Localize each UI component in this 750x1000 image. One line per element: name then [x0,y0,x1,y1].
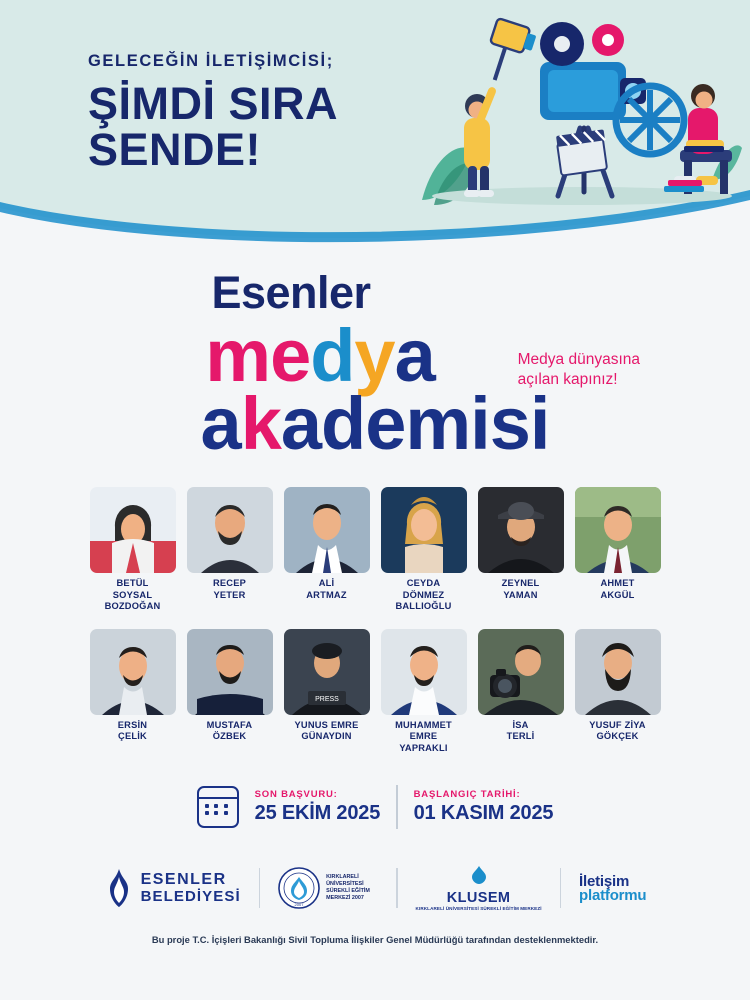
title-medya-letter-d: d [310,314,355,397]
esenler-logo-line-2: BELEDİYESİ [140,887,241,905]
calendar-icon-dots [205,804,231,815]
portrait-zeynel [478,487,564,573]
portrait-yusuf-ziya [575,629,661,715]
title-esenler: Esenler [211,267,371,318]
speaker-photo [478,487,564,573]
logo-strip [0,865,750,912]
speaker-photo [575,629,661,715]
portrait-ceyda [381,487,467,573]
portrait-recep [187,487,273,573]
speaker-name [381,578,467,613]
speaker-name-line: TERLİ [506,731,535,742]
speaker-grid-row-2 [0,629,750,755]
university-logo-text: KIRKLARELİ ÜNİVERSİTESİ SÜREKLİ EĞİTİM MERKEZİ 2007 [326,873,370,902]
speaker-name-line: ARTMAZ [306,589,347,600]
logo-divider [259,868,260,908]
speaker-photo [90,487,176,573]
speaker-card [284,487,370,613]
speaker-grid-row-1 [0,487,750,613]
title-medya-letter-a: a [394,314,435,397]
portrait-muhammet-emre [381,629,467,715]
klusem-subtitle: KIRKLARELİ ÜNİVERSİTESİ SÜREKLİ EĞİTİM MERKEZİ [415,905,542,911]
dates-section [165,785,585,829]
headline-kicker: GELECEĞİN İLETİŞİMCİSİ; [88,52,334,70]
speaker-card [478,629,564,755]
logo-esenler-belediyesi [104,867,241,909]
speaker-card [478,487,564,613]
speaker-name-line: DÖNMEZ [402,589,445,600]
speaker-card [187,487,273,613]
speaker-name [478,578,564,601]
speaker-name-line: ÇELİK [118,731,147,742]
deadline-value: 25 EKİM 2025 [254,801,381,824]
speaker-card [575,487,661,613]
logo-iletisim-platformu [579,873,646,904]
dates-divider [396,785,398,829]
speaker-name-line: YAPRAKLI [399,743,448,754]
speaker-photo [187,629,273,715]
speaker-name-line: AKGÜL [600,589,635,600]
speaker-name-line: CEYDA [406,578,441,588]
speaker-photo [284,629,370,715]
portrait-yunus-emre [284,629,370,715]
deadline-label: SON BAŞVURU: [254,788,338,800]
speaker-card [90,487,176,613]
speaker-photo [284,487,370,573]
portrait-isa [478,629,564,715]
title-akademisi [0,382,750,465]
klusem-name: KLUSEM [446,889,511,906]
svg-text:2007: 2007 [294,902,304,908]
headline-line-1: ŞİMDİ SIRA [88,78,339,129]
speaker-name [575,578,661,601]
speaker-name-line: GÖKÇEK [596,731,639,742]
headline-block [88,52,338,174]
speaker-name-line: ÖZBEK [212,731,247,742]
university-seal-icon [278,867,320,909]
speaker-name-line: YAMAN [503,589,538,600]
speaker-card [575,629,661,755]
start-date-label: BAŞLANGIÇ TARİHİ: [413,788,521,800]
speaker-name-line: MUHAMMET [395,719,452,730]
tagline-line-1: Medya dünyasına [517,351,640,368]
esenler-logo-line-1: ESENLER [140,870,227,888]
title-akademisi-k: k [240,382,281,465]
platform-line-2: platformu [579,886,647,904]
speaker-name [284,578,370,601]
headline-line-2: SENDE! [88,124,262,176]
footnote-text: Bu proje T.C. İçişleri Bakanlığı Sivil Topluma İlişkiler Genel Müdürlüğü tarafından desteklenmektedir. [151,933,599,945]
speaker-photo [187,487,273,573]
speaker-name-line: RECEP [212,578,247,588]
logo-divider [396,868,397,908]
esenler-tulip-icon [104,867,134,909]
portrait-ahmet [575,487,661,573]
speaker-photo [381,487,467,573]
title-medya-letter-e: e [270,314,311,397]
title-medya-letter-m: m [205,314,271,397]
speaker-name [478,720,564,743]
start-date-block [414,789,554,825]
title-medya-letter-y: y [354,314,395,397]
speaker-name [187,720,273,743]
logo-kirklareli-university [278,867,378,909]
speaker-name-line: YUSUF ZİYA [589,719,646,730]
klusem-tulip-icon [464,865,494,885]
portrait-ersin [90,629,176,715]
speaker-card [381,487,467,613]
platform-line-1: İletişim [579,872,630,890]
title-akademisi-rest: ademisi [280,382,550,465]
speaker-name-line: SOYSAL [112,589,153,600]
speaker-photo [478,629,564,715]
speaker-card [284,629,370,755]
media-production-illustration [412,0,742,215]
speaker-name-line: BALLIOĞLU [395,601,452,612]
title-akademisi-a: a [200,382,241,465]
tagline-line-2: açılan kapınız! [517,371,618,389]
speaker-card [381,629,467,755]
speaker-name-line: ALİ [318,578,335,588]
speaker-name [284,720,370,743]
tagline [518,350,640,390]
speaker-name [575,720,661,743]
esenler-logo-text [141,872,241,905]
speaker-name-line: İSA [512,719,529,730]
speaker-name-line: BETÜL [116,578,149,588]
speaker-name-line: YUNUS EMRE [294,719,359,730]
poster-header [0,0,750,250]
portrait-mustafa [187,629,273,715]
speaker-name-line: MUSTAFA [206,719,253,730]
speaker-name [381,720,467,755]
speaker-name [90,720,176,743]
portrait-ali [284,487,370,573]
speaker-name-line: GÜNAYDIN [301,731,352,742]
calendar-icon [197,786,239,828]
svg-text:PRESS: PRESS [314,695,339,703]
speaker-name-line: ERSİN [117,719,148,730]
speaker-name-line: YETER [213,589,246,600]
speaker-card [187,629,273,755]
speaker-name [90,578,176,613]
speaker-name-line: ZEYNEL [501,578,540,588]
speaker-name-line: EMRE [409,731,438,742]
speaker-card [90,629,176,755]
logo-klusem [416,865,542,912]
logo-divider [560,868,561,908]
title-block [0,250,750,465]
speaker-name [187,578,273,601]
portrait-betul [90,487,176,573]
speaker-photo [90,629,176,715]
speaker-name-line: AHMET [600,578,635,588]
deadline-block [255,789,380,825]
start-date-value: 01 KASIM 2025 [413,801,554,824]
speaker-photo [381,629,467,715]
speaker-name-line: BOZDOĞAN [104,601,161,612]
speaker-photo [575,487,661,573]
